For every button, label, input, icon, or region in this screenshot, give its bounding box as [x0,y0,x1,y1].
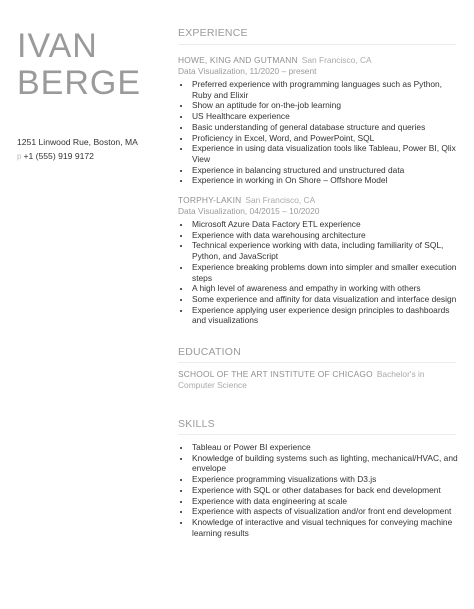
list-item: • Experience breaking problems down into simpler and smaller execution steps [191,262,458,283]
list-item: • Experience programming visualizations with D3.js [191,474,458,485]
education-heading: EDUCATION [178,346,241,358]
list-item: • Some experience and affinity for data visualization and interface design [191,294,458,305]
education-entry [178,369,458,391]
degree: Bachelor's in Computer Science [178,369,425,390]
list-item: • US Healthcare experience [191,111,458,122]
job-entry [178,55,458,186]
list-item: • Microsoft Azure Data Factory ETL experience [191,219,458,230]
list-item: • Experience in working in On Shore – Offshore Model [191,175,458,186]
phone-prefix: p [17,151,22,161]
list-item: • Preferred experience with programming languages such as Python, Ruby and Elixir [191,79,458,100]
job-title-dates: Data Visualization, 11/2020 – present [178,66,317,76]
section-divider [178,44,456,45]
list-item: • Tableau or Power BI experience [191,442,458,453]
job-title-dates: Data Visualization, 04/2015 – 10/2020 [178,206,320,216]
job-bullets [178,219,458,326]
list-item: • Experience with SQL or other databases for back end development [191,485,458,496]
section-divider [178,434,456,435]
job-location: San Francisco, CA [245,195,316,205]
job-bullets [178,79,458,186]
list-item: • Experience with data engineering at scale [191,496,458,507]
list-item: • Experience in using data visualization tools like Tableau, Power BI, Qlix View [191,143,458,164]
section-divider [178,362,456,363]
list-item: • Knowledge of interactive and visual techniques for conveying machine learning results [191,517,458,538]
candidate-name [17,28,147,102]
list-item: • Knowledge of building systems such as lighting, mechanical/HVAC, and envelope [191,453,458,474]
list-item: • Experience with data warehousing architecture [191,230,458,241]
employer-name: HOWE, KING AND GUTMANN [178,55,298,65]
list-item: • Experience in balancing structured and unstructured data [191,165,458,176]
address: 1251 Linwood Rue, Boston, MA [17,137,138,147]
contact-info [17,136,138,163]
list-item: • A high level of awareness and empathy in working with others [191,283,458,294]
phone-line [17,150,138,164]
list-item: • Show an aptitude for on-the-job learning [191,100,458,111]
list-item: • Proficiency in Excel, Word, and PowerPoint, SQL [191,133,458,144]
phone-number: +1 (555) 919 9172 [23,150,94,161]
last-name: BERGE [17,64,142,102]
job-header [178,55,458,66]
job-header [178,195,458,206]
school-name: SCHOOL OF THE ART INSTITUTE OF CHICAGO [178,369,373,379]
employer-name: TORPHY-LAKIN [178,195,242,205]
list-item: • Experience with aspects of visualization and/or front end development [191,506,458,517]
skills-list [178,440,458,538]
list-item: • Technical experience working with data, including familiarity of SQL, Python, and JavaScript [191,240,458,261]
skills-heading: SKILLS [178,418,215,430]
job-entry [178,195,458,326]
job-location: San Francisco, CA [301,55,372,65]
list-item: • Basic understanding of general database structure and queries [191,122,458,133]
skill-bullets [178,442,458,538]
experience-heading: EXPERIENCE [178,27,248,39]
first-name: IVAN [17,27,98,65]
list-item: • Experience applying user experience design principles to dashboards and visualizations [191,305,458,326]
